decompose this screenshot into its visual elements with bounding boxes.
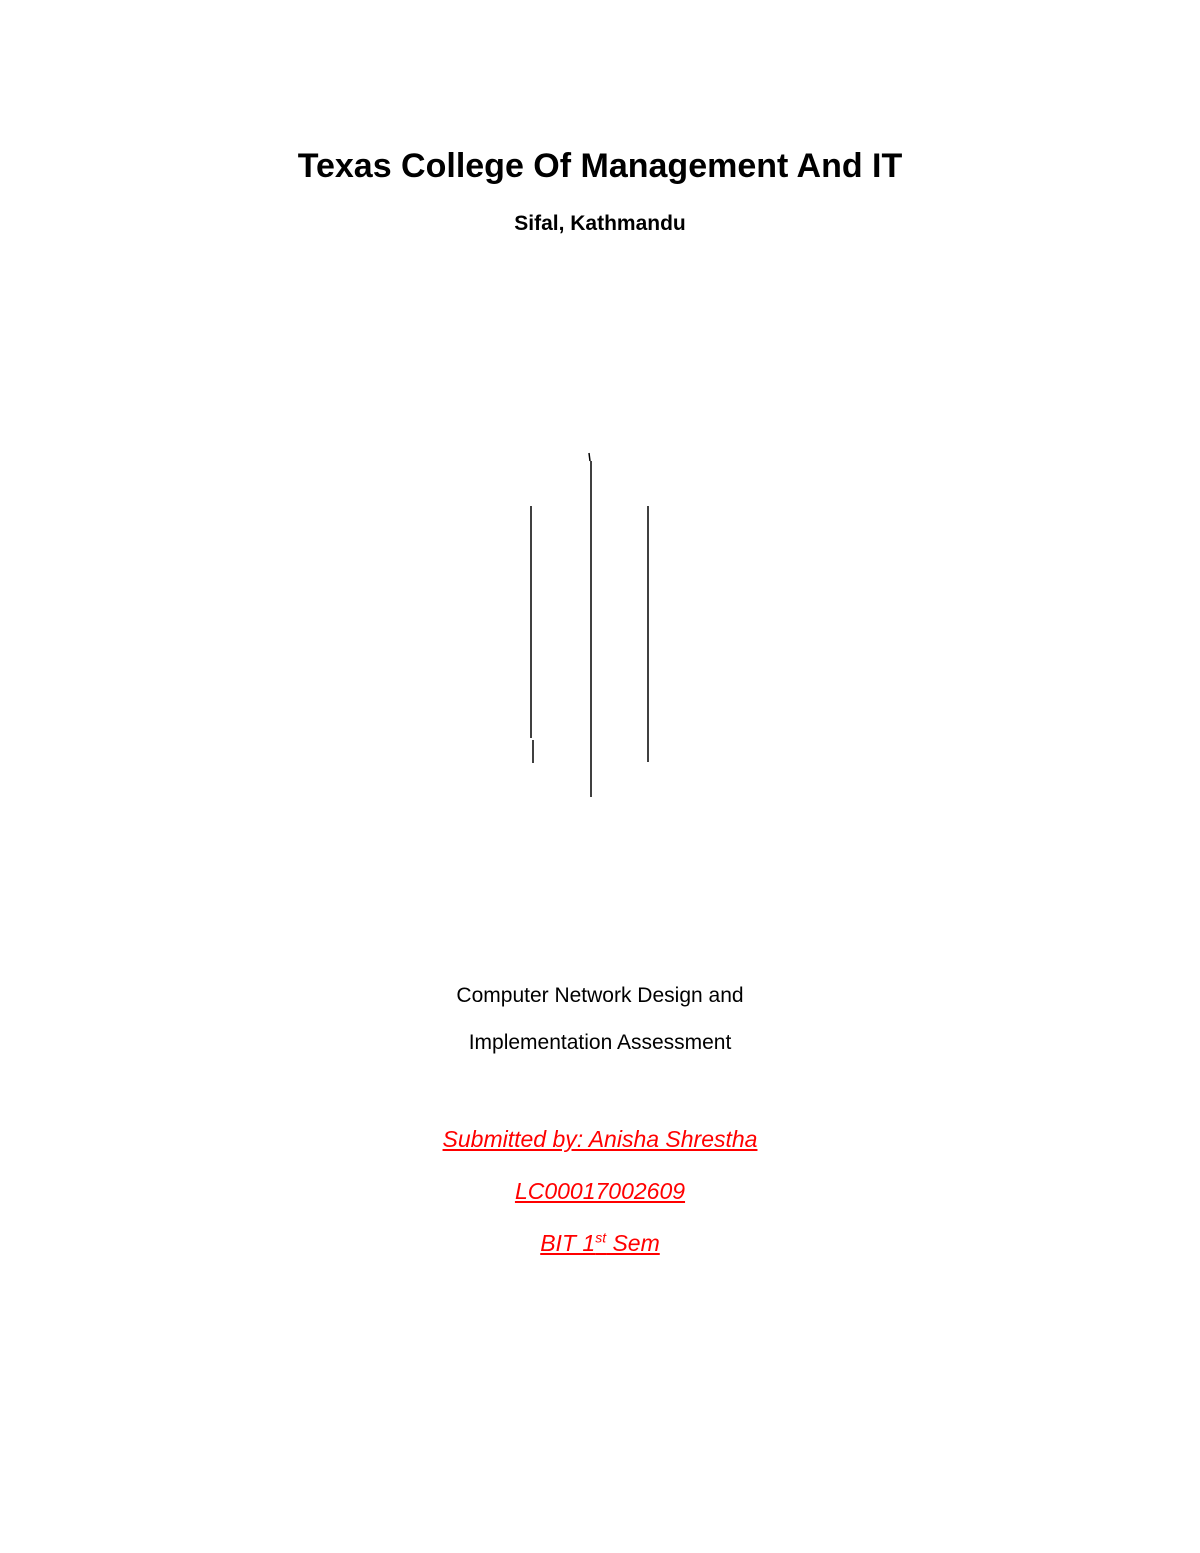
decor-line-center-tick bbox=[589, 453, 590, 461]
assessment-title-line-2: Implementation Assessment bbox=[468, 1031, 732, 1054]
program-superscript: st bbox=[595, 1229, 607, 1246]
program-prefix: BIT 1 bbox=[540, 1230, 596, 1256]
college-location: Sifal, Kathmandu bbox=[514, 212, 686, 235]
program-suffix: Sem bbox=[606, 1230, 660, 1256]
assessment-title-line-1: Computer Network Design and bbox=[456, 984, 744, 1007]
submitted-by: Submitted by: Anisha Shrestha bbox=[442, 1126, 758, 1152]
college-title: Texas College Of Management And IT bbox=[297, 147, 903, 185]
student-id: LC00017002609 bbox=[514, 1178, 686, 1204]
program bbox=[0, 1228, 1200, 1258]
